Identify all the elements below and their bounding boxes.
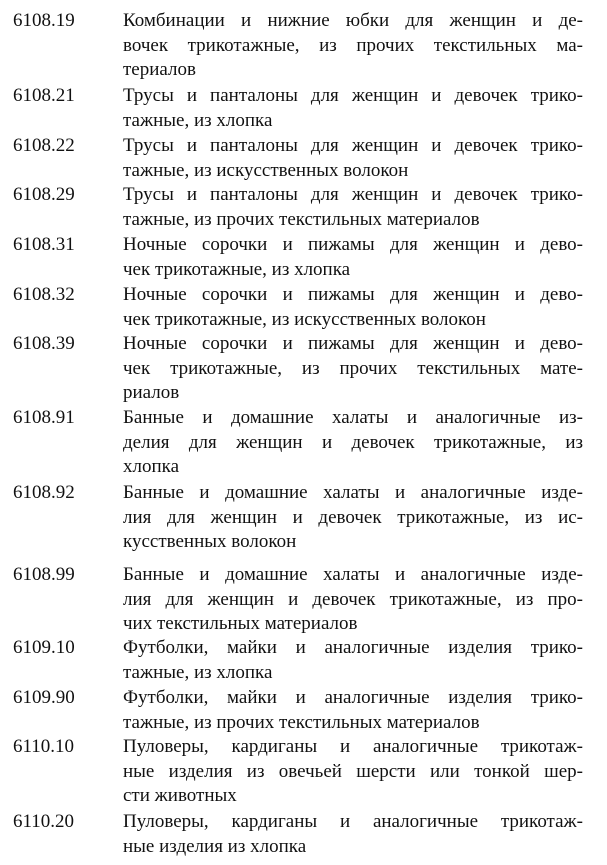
description-line: Ночные сорочки и пижамы для женщин и дево- — [123, 234, 583, 255]
description-line: чек трикотажные, из прочих текстильных мате- — [123, 357, 583, 379]
item-code: 6108.19 — [13, 10, 75, 31]
item-description — [123, 810, 583, 859]
item-code: 6108.39 — [13, 333, 75, 354]
item-description — [123, 406, 583, 480]
item-description — [123, 332, 583, 406]
item-description — [123, 9, 583, 83]
item-code: 6108.32 — [13, 284, 75, 305]
description-line: вочек трикотажные, из прочих текстильных ма- — [123, 34, 583, 56]
description-line: риалов — [123, 382, 180, 404]
item-code: 6108.22 — [13, 135, 75, 156]
description-line: лия для женщин и девочек трикотажные, из про- — [123, 588, 583, 610]
item-code: 6108.99 — [13, 564, 75, 585]
description-line: чих текстильных материалов — [123, 613, 358, 635]
description-line: хлопка — [123, 456, 180, 478]
item-code: 6109.90 — [13, 687, 75, 708]
item-code: 6108.91 — [13, 407, 75, 428]
item-description — [123, 686, 583, 735]
description-line: чек трикотажные, из искусственных волокон — [123, 308, 486, 330]
description-line: Трусы и панталоны для женщин и девочек трико- — [123, 85, 583, 106]
item-code: 6108.31 — [13, 234, 75, 255]
description-line: Банные и домашние халаты и аналогичные изде- — [123, 564, 583, 585]
item-description — [123, 283, 583, 332]
description-line: Трусы и панталоны для женщин и девочек трико- — [123, 184, 583, 205]
item-code: 6110.20 — [13, 811, 75, 832]
item-description — [123, 84, 583, 133]
description-line: лия для женщин и девочек трикотажные, из ис- — [123, 506, 583, 528]
item-code: 6108.21 — [13, 85, 75, 106]
description-line: тажные, из прочих текстильных материалов — [123, 208, 480, 230]
description-line: Комбинации и нижние юбки для женщин и де- — [123, 10, 583, 31]
item-description — [123, 563, 583, 637]
item-description — [123, 636, 583, 685]
description-line: ные изделия из овечьей шерсти или тонкой шер- — [123, 760, 583, 782]
item-description — [123, 233, 583, 282]
description-line: Футболки, майки и аналогичные изделия трико- — [123, 637, 583, 658]
description-line: кусственных волокон — [123, 531, 297, 553]
description-line: ные изделия из хлопка — [123, 835, 307, 857]
description-line: Футболки, майки и аналогичные изделия трико- — [123, 687, 583, 708]
description-line: чек трикотажные, из хлопка — [123, 258, 351, 280]
description-line: сти животных — [123, 785, 237, 807]
description-line: Трусы и панталоны для женщин и девочек трико- — [123, 135, 583, 156]
description-line: териалов — [123, 59, 196, 81]
description-line: тажные, из прочих текстильных материалов — [123, 711, 480, 733]
item-description — [123, 735, 583, 809]
description-line: тажные, из хлопка — [123, 109, 273, 131]
description-line: Пуловеры, кардиганы и аналогичные трикотаж- — [123, 736, 583, 757]
description-line: Ночные сорочки и пижамы для женщин и дево- — [123, 284, 583, 305]
item-code: 6110.10 — [13, 736, 75, 757]
description-line: тажные, из хлопка — [123, 661, 273, 683]
description-line: Банные и домашние халаты и аналогичные из- — [123, 407, 583, 428]
description-line: Ночные сорочки и пижамы для женщин и дево- — [123, 333, 583, 354]
item-code: 6108.92 — [13, 482, 75, 503]
item-code: 6108.29 — [13, 184, 75, 205]
item-description — [123, 183, 583, 232]
item-description — [123, 481, 583, 555]
item-description — [123, 134, 583, 183]
item-code: 6109.10 — [13, 637, 75, 658]
description-line: делия для женщин и девочек трикотажные, из — [123, 431, 583, 453]
description-line: тажные, из искусственных волокон — [123, 159, 409, 181]
description-line: Пуловеры, кардиганы и аналогичные трикотаж- — [123, 811, 583, 832]
description-line: Банные и домашние халаты и аналогичные изде- — [123, 482, 583, 503]
